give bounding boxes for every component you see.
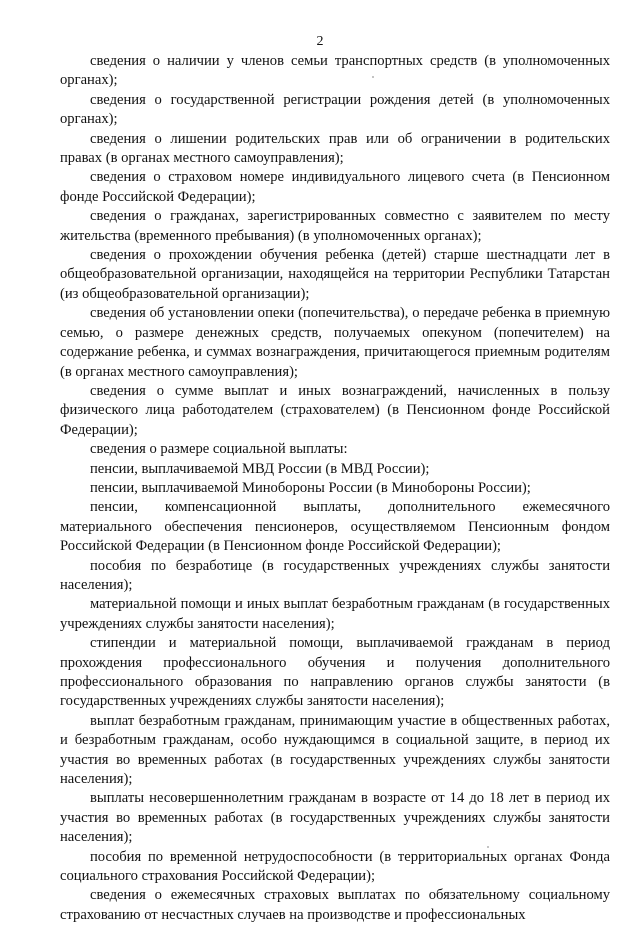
document-body	[60, 52, 610, 925]
paragraph: стипендии и материальной помощи, выплачиваемой гражданам в период прохождения профессионального обучения и получения дополнительного профессионального образования по направлению органов службы занятости (в государственных учреждениях службы занятости населения);	[60, 635, 610, 710]
paragraph: сведения о страховом номере индивидуального лицевого счета (в Пенсионном фонде Российской Федерации);	[60, 169, 610, 205]
scan-speck	[487, 846, 489, 848]
paragraph: сведения о сумме выплат и иных вознаграждений, начисленных в пользу физического лица работодателем (страхователем) (в Пенсионном фонде Российской Федерации);	[60, 382, 610, 438]
paragraph: выплат безработным гражданам, принимающим участие в общественных работах, и безработным гражданам, особо нуждающимся в социальной защите, в период их участия во временных работах (в государственных учреждениях службы занятости населения);	[60, 712, 610, 788]
paragraph: материальной помощи и иных выплат безработным гражданам (в государственных учреждениях службы занятости населения);	[60, 596, 610, 632]
paragraph: сведения о лишении родительских прав или об ограничении в родительских правах (в органах местного самоуправления);	[60, 130, 610, 167]
paragraph: пенсии, выплачиваемой МВД России (в МВД России);	[90, 460, 430, 477]
paragraph: сведения о наличии у членов семьи транспортных средств (в уполномоченных органах);	[60, 53, 610, 89]
paragraph: пенсии, компенсационной выплаты, дополнительного ежемесячного материального обеспечения пенсионеров, осуществляемом Пенсионным фондом Российской Федерации (в Пенсионном фонде Российской Федерации);	[60, 499, 610, 555]
paragraph: сведения об установлении опеки (попечительства), о передаче ребенка в приемную семью, о размере денежных средств, получаемых опекуном (попечителем) на содержание ребенка, и суммах вознаграждения, причитающегося приемным родителям (в органах местного самоуправления);	[60, 305, 610, 380]
paragraph: сведения о прохождении обучения ребенка (детей) старше шестнадцати лет в общеобразовательной организации, находящейся на территории Республики Татарстан (из общеобразовательной организации);	[60, 247, 610, 302]
paragraph: пособия по безработице (в государственных учреждениях службы занятости населения);	[60, 557, 610, 593]
paragraph: выплаты несовершеннолетним гражданам в возрасте от 14 до 18 лет в период их участия во временных работах (в государственных учреждениях службы занятости населения);	[60, 790, 610, 846]
paragraph: сведения о гражданах, зарегистрированных совместно с заявителем по месту жительства (временного пребывания) (в уполномоченных органах);	[60, 208, 610, 244]
paragraph: сведения о размере социальной выплаты:	[90, 441, 348, 458]
scan-speck	[372, 76, 374, 78]
paragraph: пособия по временной нетрудоспособности (в территориальных органах Фонда социального страхования Российской Федерации);	[60, 848, 610, 885]
paragraph: сведения о ежемесячных страховых выплатах по обязательному социальному страхованию от несчастных случаев на производстве и профессиональных	[60, 887, 610, 923]
paragraph: сведения о государственной регистрации рождения детей (в уполномоченных органах);	[60, 91, 610, 128]
paragraph: пенсии, выплачиваемой Минобороны России (в Минобороны России);	[90, 479, 531, 496]
page-number: 2	[316, 34, 324, 49]
